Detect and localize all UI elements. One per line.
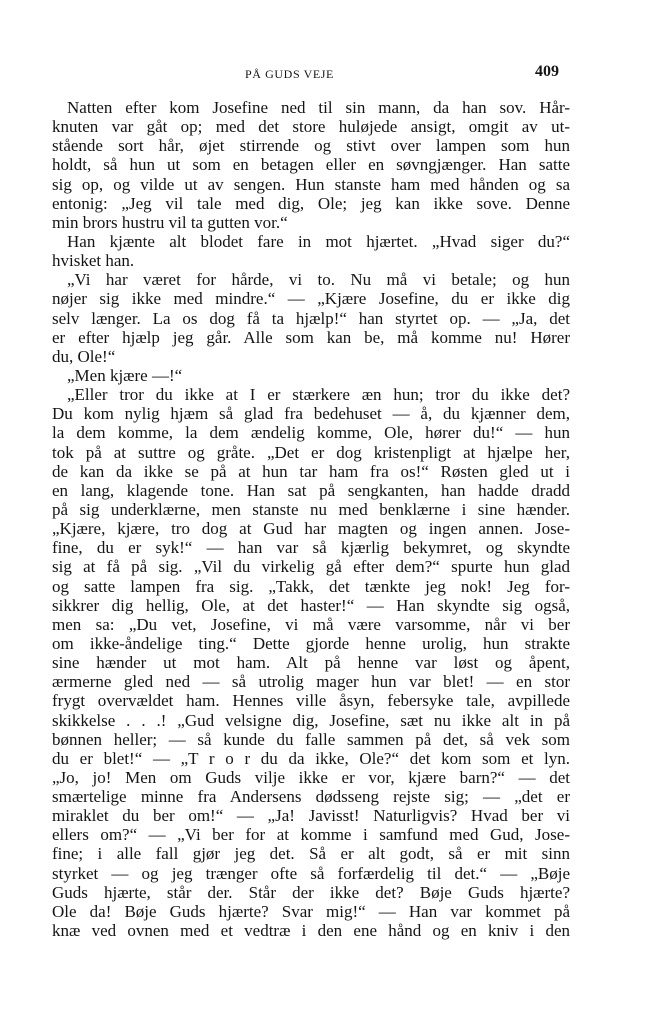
text-line: du er blet!“ — „T r o r du da ikke, Ole?“ det kom som et lyn.	[52, 748, 570, 768]
text-line: „Men kjære —!“	[67, 365, 183, 385]
text-line: styrket — og jeg trænger ofte så forfærdelig til det.“ — „Bøje	[52, 863, 570, 883]
text-line: sig op, og vilde ut av sengen. Hun stanste ham med hånden og sa	[52, 174, 570, 194]
text-line: „Vi har været for hårde, vi to. Nu må vi betale; og hun	[67, 270, 570, 290]
text-line: skikkelse . . .! „Gud velsigne dig, Josefine, sæt nu ikke alt in på	[52, 710, 570, 730]
text-line: holdt, så hun ut som en betagen eller en søvngjænger. Han satte	[52, 155, 570, 175]
text-line: Han kjænte alt blodet fare in mot hjærtet. „Hvad siger du?“	[67, 231, 570, 251]
text-line: frygt overvældet ham. Hennes ville åsyn, febersyke tale, avpillede	[52, 691, 570, 711]
text-line: knæ ved ovnen med et vedtræ i den ene hånd og en kniv i den	[52, 921, 570, 941]
text-line: smærtelige minne fra Andersens dødsseng rejste sig; — „det er	[52, 787, 570, 807]
text-line: entonig: „Jeg vil tale med dig, Ole; jeg kan ikke sove. Denne	[52, 193, 570, 213]
text-line: på sig underklærne, men stanste nu med benklærne i sine hænder.	[52, 499, 570, 519]
text-line: men sa: „Du vet, Josefine, vi må være varsomme, når vi ber	[52, 614, 570, 634]
text-line: knuten var gåt op; med det store huløjede ansigt, omgit av ut-	[52, 117, 570, 137]
text-line: og satte lampen fra sig. „Takk, det tænkte jeg nok! Jeg for-	[52, 576, 570, 596]
text-line: Ole da! Bøje Guds hjærte? Svar mig!“ — Han var kommet på	[52, 901, 570, 921]
page-number: 409	[535, 63, 559, 80]
text-line: bønnen heller; — så kunde du falle sammen på det, så vek som	[52, 729, 570, 749]
body-text	[52, 98, 570, 940]
text-line: om ikke-åndelige ting.“ Dette gjorde henne urolig, hun strakte	[52, 633, 570, 653]
text-line: er efter hjælp jeg går. Alle som kan be, må komme nu! Hører	[52, 327, 570, 347]
text-line: sig at få på sig. „Vil du virkelig gå efter dem?“ spurte hun glad	[52, 557, 570, 577]
text-line: Guds hjærte, står der. Står der ikke det? Bøje Guds hjærte?	[52, 882, 570, 902]
text-line: la dem komme, la dem ændelig komme, Ole, hører du!“ — hun	[52, 423, 570, 443]
text-line: „Eller tror du ikke at I er stærkere æn hun; tror du ikke det?	[67, 385, 570, 405]
text-line: tok på at suttre og gråte. „Det er dog kristenpligt at hjælpe her,	[52, 442, 570, 462]
text-line: sine hænder ut mot ham. Alt på henne var løst og åpent,	[52, 653, 570, 673]
text-line: „Jo, jo! Men om Guds vilje ikke er vor, kjære barn?“ — det	[52, 767, 570, 787]
text-line: fine, du er syk!“ — han var så kjærlig bekymret, og skyndte	[52, 538, 570, 558]
text-line: nøjer sig ikke med mindre.“ — „Kjære Josefine, du er ikke dig	[52, 289, 570, 309]
text-line: miraklet du ber om!“ — „Ja! Javisst! Naturligvis? Hvad ber vi	[52, 806, 570, 826]
text-line: sikkrer dig hellig, Ole, at det haster!“ — Han skyndte sig også,	[52, 595, 570, 615]
text-line: „Kjære, kjære, tro dog at Gud har magten og ingen annen. Jose-	[52, 519, 570, 539]
text-line: fine; i alle fall gjør jeg det. Så er alt godt, så er mit sinn	[52, 844, 570, 864]
text-line: Natten efter kom Josefine ned til sin mann, da han sov. Hår-	[67, 98, 570, 117]
text-line: min brors hustru vil ta gutten vor.“	[52, 212, 288, 232]
text-line: Du kom nylig hjæm så glad fra bedehuset — å, du kjænner dem,	[52, 404, 570, 424]
text-line: stående sort hår, øjet stirrende og stivt over lampen som hun	[52, 136, 570, 156]
running-head: PÅ GUDS VEJE	[245, 67, 334, 81]
text-line: selv længer. La os dog få ta hjælp!“ han styrtet op. — „Ja, det	[52, 308, 570, 328]
text-line: du, Ole!“	[52, 346, 116, 366]
text-line: hvisket han.	[52, 251, 135, 271]
text-line: en lang, klagende tone. Han sat på sengkanten, han hadde dradd	[52, 480, 570, 500]
text-line: de kan da ikke se på at hun tar ham fra os!“ Røsten gled ut i	[52, 461, 570, 481]
text-line: ærmerne gled ned — så utrolig mager hun var blet! — en stor	[52, 672, 570, 692]
text-line: ellers om?“ — „Vi ber for at komme i samfund med Gud, Jose-	[52, 825, 570, 845]
